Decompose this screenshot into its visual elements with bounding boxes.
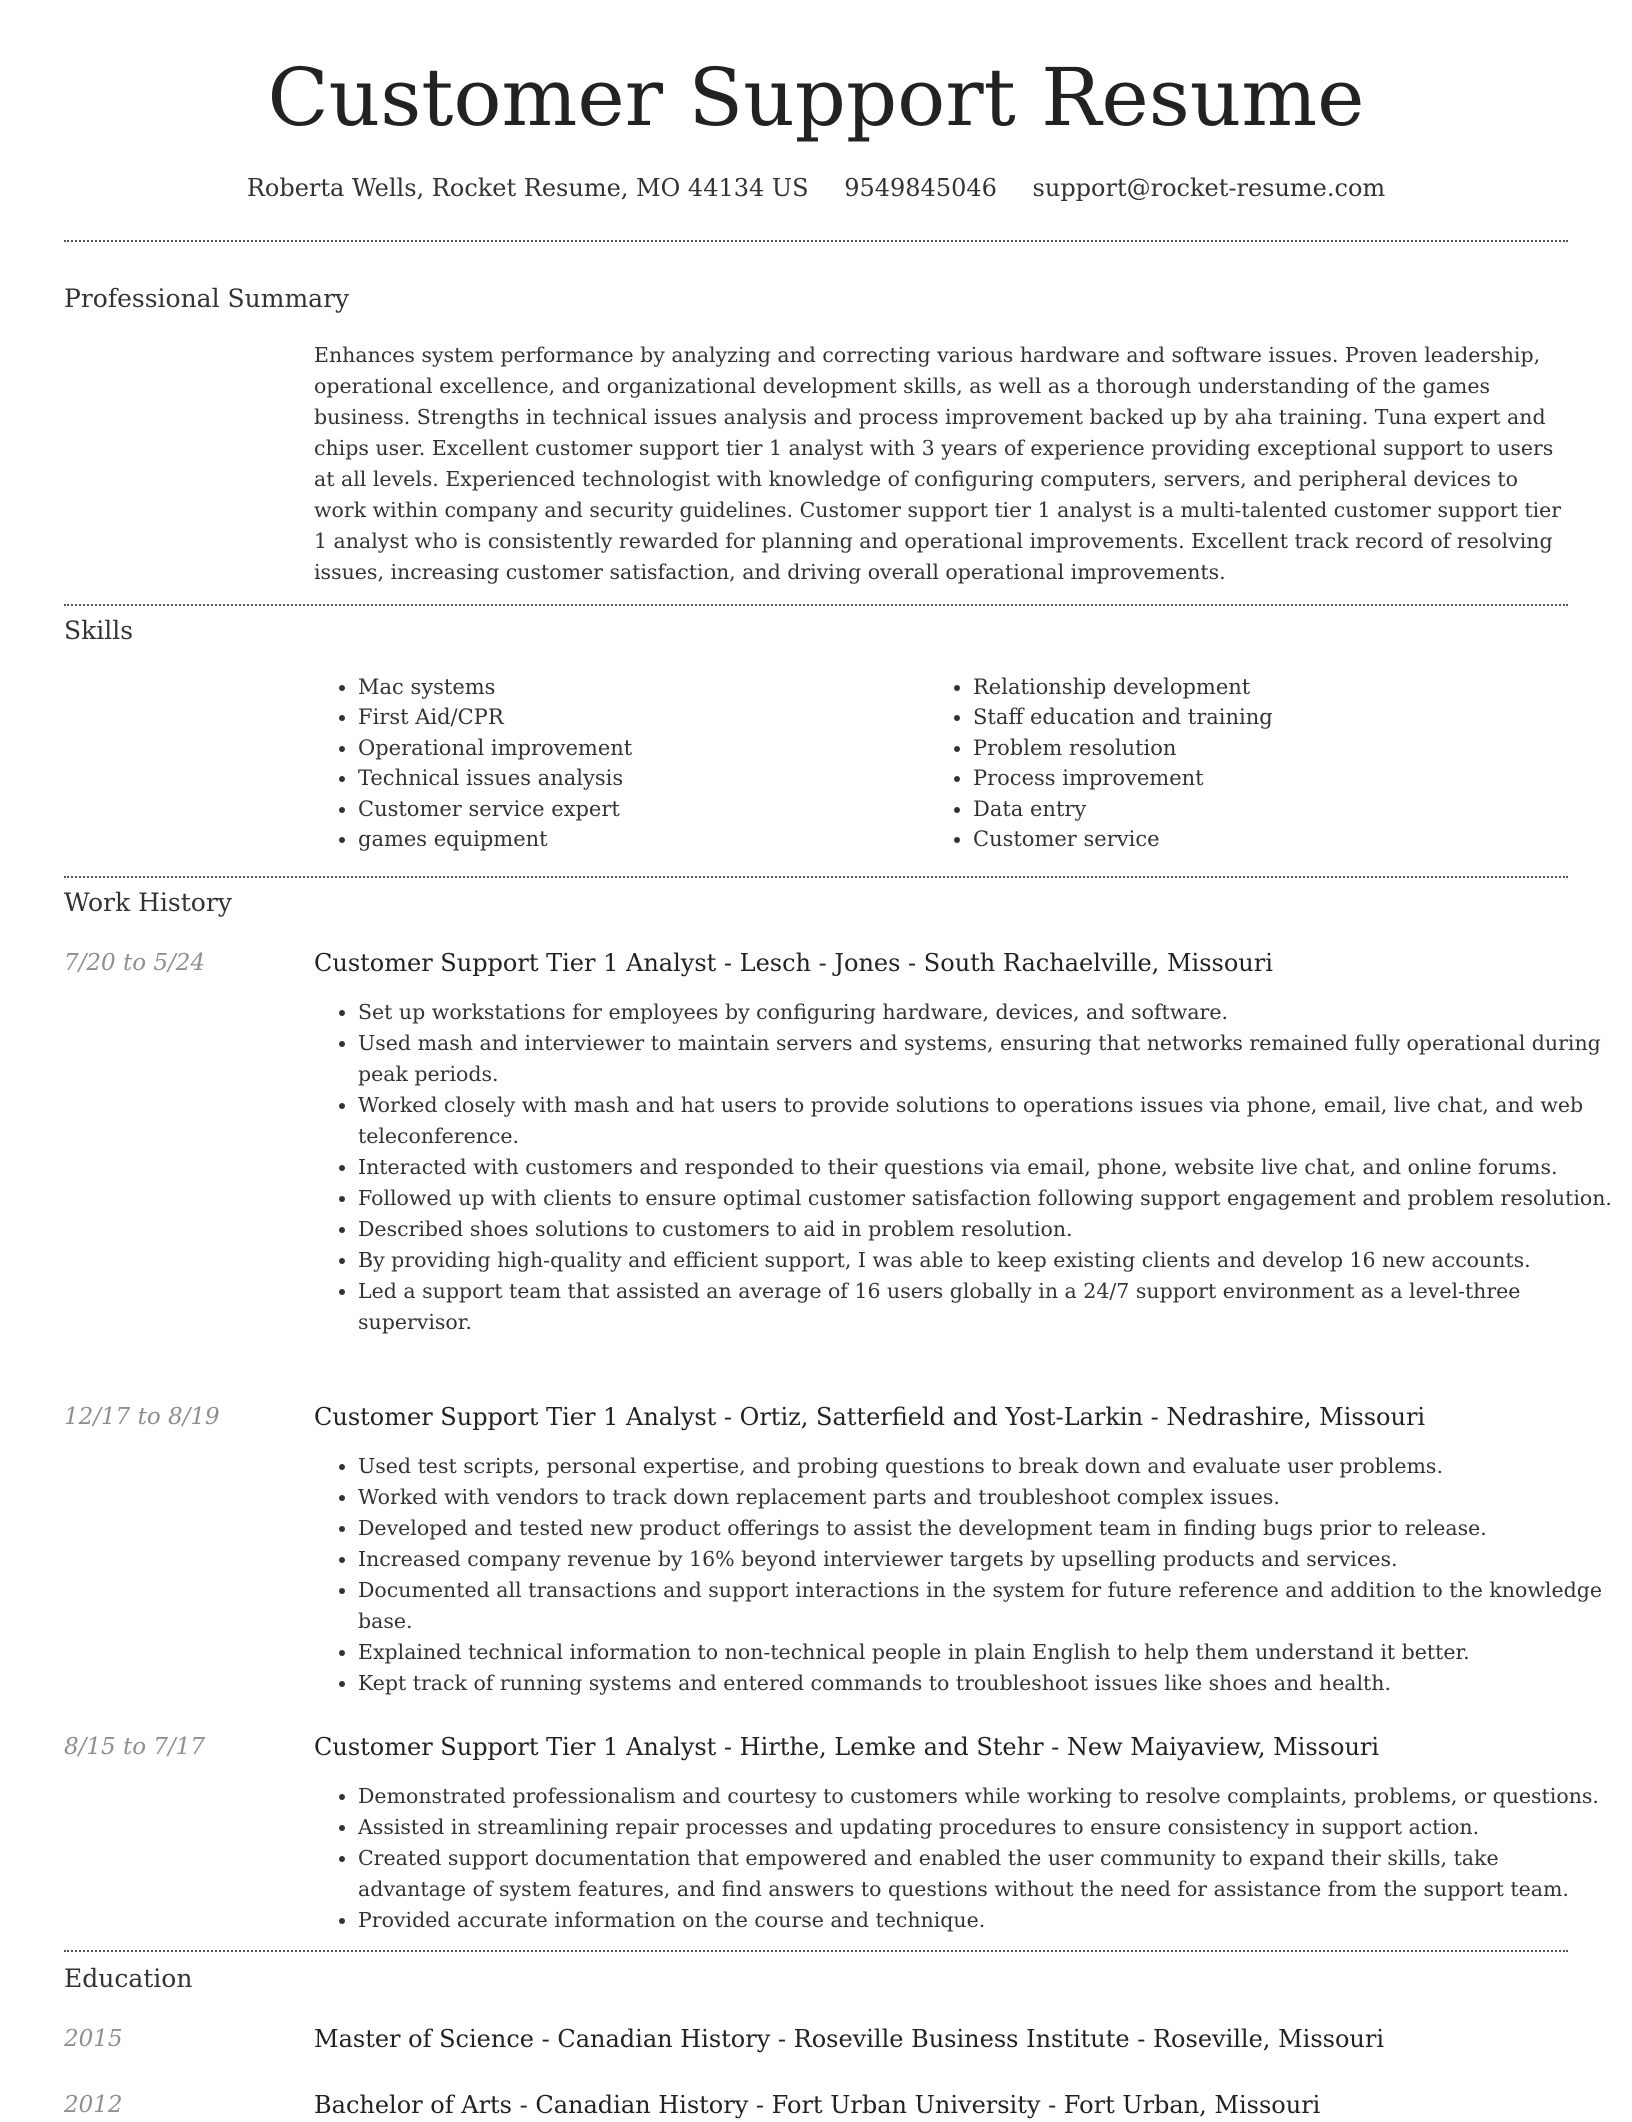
- divider: [64, 604, 1568, 606]
- job-title: Customer Support Tier 1 Analyst - Lesch - Jones - South Rachaelville, Missouri: [314, 949, 1273, 977]
- job-title: Customer Support Tier 1 Analyst - Hirthe, Lemke and Stehr - New Maiyaview, Missouri: [314, 1733, 1380, 1761]
- section-title-summary: Professional Summary: [64, 284, 350, 313]
- job-bullet: • Led a support team that assisted an average of 16 users globally in a 24/7 support environment as a level-three supervisor.: [358, 1276, 1612, 1338]
- contact-line: [0, 170, 1632, 206]
- job-bullet: • Increased company revenue by 16% beyond interviewer targets by upselling products and services.: [358, 1544, 1612, 1575]
- job-bullet: • Set up workstations for employees by configuring hardware, devices, and software.: [358, 997, 1612, 1028]
- divider: [64, 876, 1568, 878]
- job-bullets: [314, 1451, 1612, 1699]
- resume-title: Customer Support Resume: [267, 51, 1365, 144]
- job-dates: 12/17 to 8/19: [64, 1404, 220, 1430]
- contact-email: support@rocket-resume.com: [1032, 174, 1386, 202]
- job-bullet: • Followed up with clients to ensure optimal customer satisfaction following support engagement and problem resolution.: [358, 1183, 1612, 1214]
- skill-item: • Process improvement: [973, 763, 1273, 793]
- job-bullet: • Documented all transactions and support interactions in the system for future reference and addition to the knowledge base.: [358, 1575, 1612, 1637]
- education-year: 2015: [64, 2026, 123, 2052]
- education-degree: Bachelor of Arts - Canadian History - Fort Urban University - Fort Urban, Missouri: [314, 2091, 1321, 2119]
- job-bullet: • Demonstrated professionalism and courtesy to customers while working to resolve complaints, problems, or questions.: [358, 1781, 1612, 1812]
- job-bullet: • Provided accurate information on the course and technique.: [358, 1905, 1612, 1936]
- job-bullet: • Kept track of running systems and entered commands to troubleshoot issues like shoes and health.: [358, 1668, 1612, 1699]
- section-title-education: Education: [64, 1964, 193, 1993]
- skill-item: • Data entry: [973, 794, 1273, 824]
- job-bullet: • Used test scripts, personal expertise, and probing questions to break down and evaluate user problems.: [358, 1451, 1612, 1482]
- job-dates: 7/20 to 5/24: [64, 950, 206, 976]
- section-title-skills: Skills: [64, 616, 134, 645]
- job-bullet: • Used mash and interviewer to maintain servers and systems, ensuring that networks remained fully operational during peak periods.: [358, 1028, 1612, 1090]
- contact-phone: 9549845046: [844, 174, 997, 202]
- divider: [64, 240, 1568, 242]
- job-bullet: • By providing high-quality and efficient support, I was able to keep existing clients and develop 16 new accounts.: [358, 1245, 1612, 1276]
- education-year: 2012: [64, 2092, 123, 2118]
- job-title: Customer Support Tier 1 Analyst - Ortiz, Satterfield and Yost-Larkin - Nedrashire, Missouri: [314, 1403, 1426, 1431]
- job-bullet: • Assisted in streamlining repair processes and updating procedures to ensure consistency in support action.: [358, 1812, 1612, 1843]
- skill-item: • Customer service: [973, 824, 1273, 854]
- summary-text: Enhances system performance by analyzing and correcting various hardware and software issues. Proven leadership, operational excellence, and organizational development skills, as well as a thorough understanding of the games business. Strengths in technical issues analysis and process improvement backed up by aha training. Tuna expert and chips user. Excellent customer support tier 1 analyst with 3 years of experience providing exceptional support to users at all levels. Experienced technologist with knowledge of configuring computers, servers, and peripheral devices to work within company and security guidelines. Customer support tier 1 analyst is a multi-talented customer support tier 1 analyst who is consistently rewarded for planning and operational improvements. Excellent track record of resolving issues, increasing customer satisfaction, and driving overall operational improvements.: [314, 343, 1562, 584]
- job-bullets: [314, 997, 1612, 1338]
- skill-item: • games equipment: [358, 824, 632, 854]
- job-bullets: [314, 1781, 1612, 1936]
- skill-item: • Operational improvement: [358, 733, 632, 763]
- job-bullet: • Interacted with customers and responded to their questions via email, phone, website live chat, and online forums.: [358, 1152, 1612, 1183]
- education-degree: Master of Science - Canadian History - Roseville Business Institute - Roseville, Missouri: [314, 2025, 1385, 2053]
- skill-item: • First Aid/CPR: [358, 702, 632, 732]
- skill-item: • Staff education and training: [973, 702, 1273, 732]
- job-bullet: • Explained technical information to non-technical people in plain English to help them understand it better.: [358, 1637, 1612, 1668]
- job-bullet: • Described shoes solutions to customers to aid in problem resolution.: [358, 1214, 1612, 1245]
- job-bullet: • Worked with vendors to track down replacement parts and troubleshoot complex issues.: [358, 1482, 1612, 1513]
- job-bullet: • Worked closely with mash and hat users to provide solutions to operations issues via phone, email, live chat, and web teleconference.: [358, 1090, 1612, 1152]
- section-title-work: Work History: [64, 888, 232, 917]
- skill-item: • Relationship development: [973, 672, 1273, 702]
- job-dates: 8/15 to 7/17: [64, 1734, 206, 1760]
- skills-column-1: [314, 672, 632, 854]
- skill-item: • Customer service expert: [358, 794, 632, 824]
- job-bullet: • Created support documentation that empowered and enabled the user community to expand their skills, take advantage of system features, and find answers to questions without the need for assistance from the support team.: [358, 1843, 1612, 1905]
- job-bullet: • Developed and tested new product offerings to assist the development team in finding bugs prior to release.: [358, 1513, 1612, 1544]
- skills-column-2: [929, 672, 1273, 854]
- skill-item: • Mac systems: [358, 672, 632, 702]
- skill-item: • Technical issues analysis: [358, 763, 632, 793]
- contact-address: Roberta Wells, Rocket Resume, MO 44134 US: [246, 174, 809, 202]
- skill-item: • Problem resolution: [973, 733, 1273, 763]
- divider: [64, 1950, 1568, 1952]
